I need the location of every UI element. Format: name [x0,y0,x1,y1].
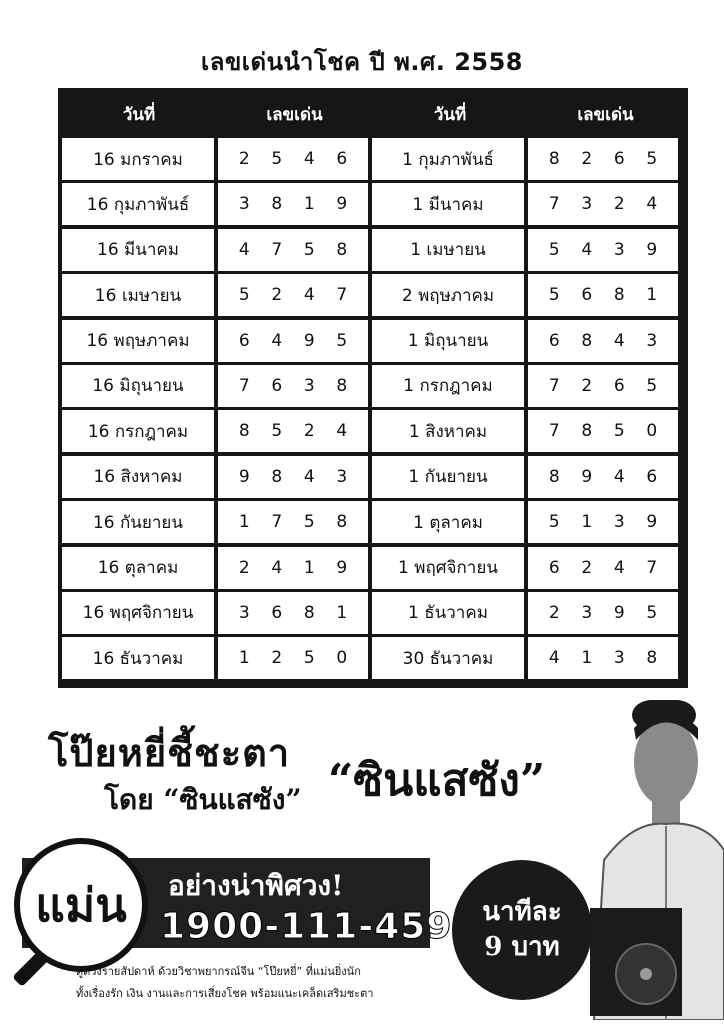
numbers-cell [218,320,368,362]
lucky-digit: 4 [303,466,315,487]
lucky-digit: 7 [548,375,560,396]
numbers-cell [218,365,368,407]
ad-name: “ซินแสซัง” [328,755,546,806]
lucky-digit: 4 [613,466,625,487]
lucky-digit: 6 [613,375,625,396]
lucky-digit: 4 [336,421,348,442]
lucky-digit: 5 [548,512,560,533]
lucky-digit: 4 [271,330,283,351]
table-row [62,365,684,407]
lucky-digit: 9 [581,466,593,487]
lucky-digit: 1 [336,602,348,623]
numbers-cell [218,274,368,316]
lucky-digit: 7 [548,194,560,215]
lucky-digit: 8 [548,466,560,487]
price-badge [452,860,592,1000]
lucky-digit: 5 [271,421,283,442]
lucky-digit: 5 [303,648,315,669]
date-cell: 1 ตุลาคม [372,501,524,543]
numbers-cell [528,274,678,316]
lucky-digit: 7 [238,375,250,396]
lucky-digit: 2 [581,149,593,169]
numbers-cell [218,138,368,180]
header-date-1: วันที่ [122,104,156,125]
date-cell: 16 กรกฎาคม [62,410,214,452]
lucky-digit: 6 [646,466,658,487]
table-body [62,138,684,684]
numbers-cell [218,592,368,634]
lucky-digit: 8 [581,421,593,442]
lucky-digit: 6 [271,602,283,623]
numbers-cell [218,547,368,589]
lucky-digit: 8 [303,602,315,623]
date-cell: 1 สิงหาคม [372,410,524,452]
lucky-digit: 9 [646,239,658,260]
lucky-digit: 3 [581,194,593,215]
lucky-digit: 8 [581,330,593,351]
numbers-cell [528,229,678,271]
table-row [62,410,684,452]
numbers-cell [218,637,368,679]
lucky-digit: 5 [303,239,315,260]
magnifier-text: แม่น [35,877,127,932]
table-row [62,229,684,271]
numbers-cell [528,183,678,225]
lucky-digit: 8 [336,375,348,396]
lucky-digit: 4 [646,194,658,215]
lucky-digit: 3 [613,512,625,533]
date-cell: 16 ธันวาคม [62,637,214,679]
lucky-digit: 6 [613,149,625,169]
lucky-digit: 5 [646,602,658,623]
header-number-2: เลขเด่น [577,104,634,125]
ad-fine-print-1: ดูดวงรายสัปดาห์ ด้วยวิชาพยากรณ์จีน “โป๊ยหยี่” ที่แม่นยิ่งนัก [76,965,361,978]
magnifier-icon [14,838,148,972]
lucky-digit: 4 [303,285,315,306]
date-cell: 1 กันยายน [372,456,524,498]
table-row [62,501,684,543]
lucky-digit: 1 [238,648,250,669]
table-row [62,456,684,498]
date-cell: 30 ธันวาคม [372,637,524,679]
date-cell: 16 มีนาคม [62,229,214,271]
lucky-digit: 3 [581,602,593,623]
date-cell: 16 ตุลาคม [62,547,214,589]
lucky-digit: 4 [548,648,560,669]
date-cell: 16 พฤษภาคม [62,320,214,362]
lucky-digit: 1 [581,512,593,533]
date-cell: 16 กันยายน [62,501,214,543]
date-cell: 16 มิถุนายน [62,365,214,407]
table-row [62,138,684,180]
table-row [62,274,684,316]
lucky-digit: 2 [271,648,283,669]
lucky-digit: 9 [336,194,348,215]
lucky-digit: 4 [613,330,625,351]
lucky-digit: 6 [238,330,250,351]
lucky-number-table [58,88,688,688]
lucky-digit: 7 [646,557,658,578]
date-cell: 16 มกราคม [62,138,214,180]
lucky-digit: 9 [336,557,348,578]
lucky-digit: 3 [238,602,250,623]
lucky-digit: 0 [646,421,658,442]
ad-byline: โดย “ซินแสซัง” [104,783,302,816]
lucky-digit: 3 [336,466,348,487]
lucky-digit: 1 [303,194,315,215]
numbers-cell [528,138,678,180]
numbers-cell [528,456,678,498]
lucky-digit: 7 [271,512,283,533]
table-header [62,92,684,136]
lucky-digit: 6 [271,375,283,396]
lucky-digit: 4 [581,239,593,260]
lucky-digit: 8 [238,421,250,442]
page-title: เลขเด่นนำโชค ปี พ.ศ. 2558 [200,48,523,76]
price-line-1: นาทีละ [482,896,562,927]
lucky-digit: 3 [303,375,315,396]
lucky-digit: 9 [646,512,658,533]
lucky-digit: 8 [271,466,283,487]
numbers-cell [218,456,368,498]
date-cell: 1 พฤศจิกายน [372,547,524,589]
lucky-digit: 2 [303,421,315,442]
numbers-cell [528,592,678,634]
table-row [62,592,684,634]
lucky-digit: 8 [271,194,283,215]
lucky-digit: 2 [581,375,593,396]
lucky-digit: 1 [303,557,315,578]
lucky-digit: 0 [336,648,348,669]
lucky-digit: 2 [548,602,560,623]
lucky-digit: 5 [548,285,560,306]
ad-tagline: อย่างน่าพิศวง! [168,869,344,902]
lucky-digit: 8 [613,285,625,306]
lucky-digit: 5 [336,330,348,351]
date-cell: 1 ธันวาคม [372,592,524,634]
lucky-digit: 1 [581,648,593,669]
date-cell: 1 มีนาคม [372,183,524,225]
lucky-digit: 1 [238,512,250,533]
lucky-digit: 8 [336,239,348,260]
price-line-2: 9 บาท [484,932,560,962]
record-album [590,908,682,1016]
date-cell: 16 พฤศจิกายน [62,592,214,634]
lucky-digit: 8 [548,149,560,169]
header-date-2: วันที่ [433,104,467,125]
table-row [62,320,684,362]
lucky-digit: 2 [271,285,283,306]
lucky-digit: 3 [613,239,625,260]
lucky-digit: 6 [581,285,593,306]
numbers-cell [528,501,678,543]
lucky-digit: 6 [548,557,560,578]
lucky-digit: 5 [613,421,625,442]
header-number-1: เลขเด่น [266,104,323,125]
lucky-digit: 2 [238,149,250,169]
ad-headline: โป๊ยหยี่ชี้ชะตา [48,730,291,775]
lucky-digit: 4 [271,557,283,578]
date-cell: 16 สิงหาคม [62,456,214,498]
lucky-digit: 3 [613,648,625,669]
lucky-digit: 7 [271,239,283,260]
lucky-digit: 7 [336,285,348,306]
table-row [62,637,684,679]
lucky-digit: 2 [238,557,250,578]
lucky-digit: 5 [646,375,658,396]
ad-fine-print-2: ทั้งเรื่องรัก เงิน งานและการเสี่ยงโชค พร้อมแนะเคล็ดเสริมชะตา [76,987,374,1000]
numbers-cell [528,637,678,679]
numbers-cell [218,410,368,452]
lucky-digit: 5 [646,149,658,169]
lucky-digit: 3 [646,330,658,351]
lucky-digit: 8 [646,648,658,669]
lucky-digit: 4 [238,239,250,260]
numbers-cell [528,320,678,362]
date-cell: 1 กุมภาพันธ์ [372,138,524,180]
table-row [62,183,684,225]
date-cell: 1 มิถุนายน [372,320,524,362]
lucky-digit: 9 [613,602,625,623]
date-cell: 2 พฤษภาคม [372,274,524,316]
lucky-digit: 9 [238,466,250,487]
lucky-digit: 9 [303,330,315,351]
lucky-digit: 5 [548,239,560,260]
lucky-digit: 7 [548,421,560,442]
lucky-digit: 3 [238,194,250,215]
date-cell: 16 กุมภาพันธ์ [62,183,214,225]
numbers-cell [528,365,678,407]
numbers-cell [528,410,678,452]
ad-phone-number: 1900-111-459 [160,906,453,947]
lucky-digit: 4 [303,149,315,169]
lucky-digit: 8 [336,512,348,533]
lucky-digit: 2 [581,557,593,578]
lucky-digit: 1 [646,285,658,306]
lucky-digit: 5 [238,285,250,306]
lucky-digit: 5 [271,149,283,169]
date-cell: 16 เมษายน [62,274,214,316]
lucky-digit: 4 [613,557,625,578]
lucky-digit: 6 [336,149,348,169]
numbers-cell [218,501,368,543]
date-cell: 1 เมษายน [372,229,524,271]
lucky-digit: 5 [303,512,315,533]
lucky-digit: 2 [613,194,625,215]
table-row [62,547,684,589]
date-cell: 1 กรกฎาคม [372,365,524,407]
lucky-digit: 6 [548,330,560,351]
numbers-cell [218,183,368,225]
numbers-cell [218,229,368,271]
numbers-cell [528,547,678,589]
